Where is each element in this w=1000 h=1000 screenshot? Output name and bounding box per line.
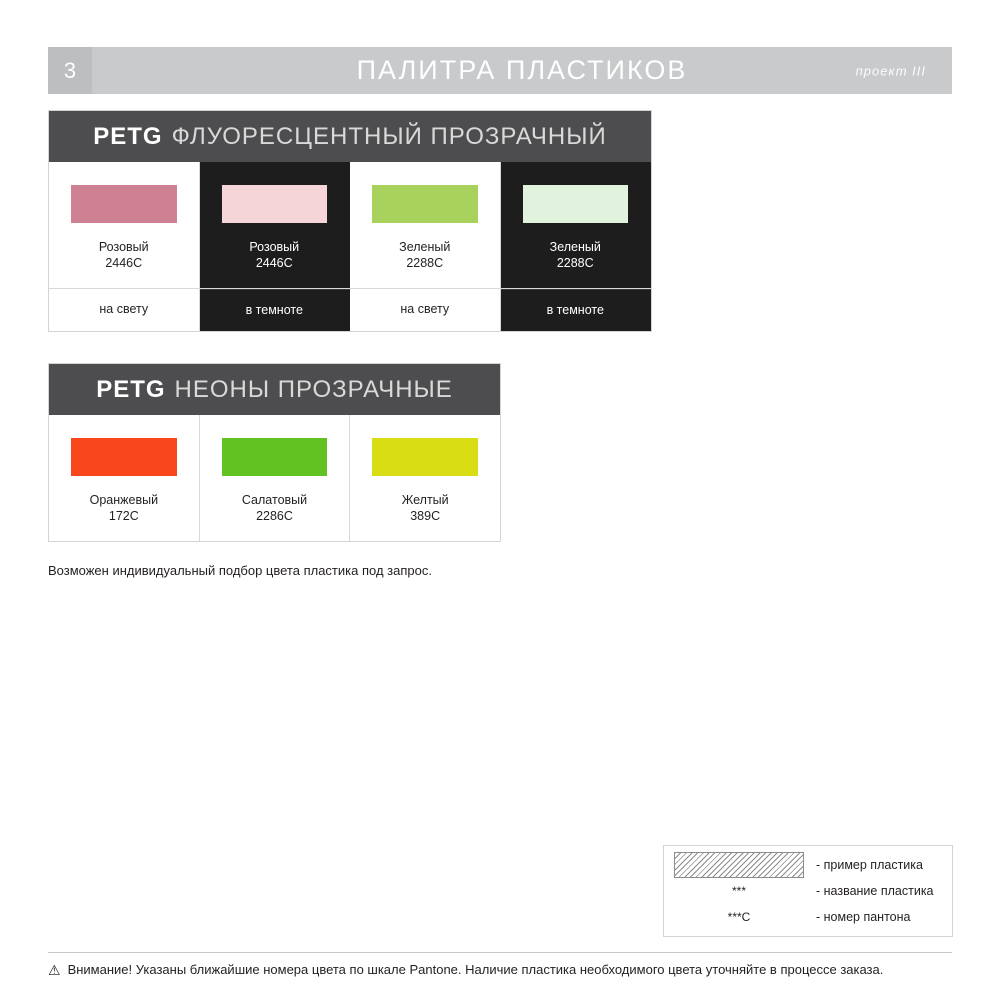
state-cell: на свету (49, 289, 200, 331)
swatch-wrap (49, 162, 199, 223)
palette-table-fluorescent (48, 110, 652, 332)
swatch-name: Зеленый (399, 240, 451, 254)
swatch-cell (49, 415, 200, 541)
swatch-code: 172C (108, 509, 139, 523)
palette-table-neon (48, 363, 501, 542)
color-swatch (523, 185, 629, 223)
state-cell: в темноте (200, 289, 351, 331)
swatch-label (200, 476, 350, 541)
footer-warning (48, 952, 952, 977)
swatch-cell (200, 162, 351, 288)
color-swatch (222, 185, 328, 223)
legend-value: - пример пластика (816, 858, 923, 872)
legend-value: - номер пантона (816, 910, 911, 924)
swatch-code: 2288C (556, 256, 594, 270)
footer-text: Внимание! Указаны ближайшие номера цвета по шкале Pantone. Наличие пластика необходимого цвета уточняйте в процессе заказа. (67, 962, 884, 977)
color-swatch (372, 185, 478, 223)
swatch-label (49, 476, 199, 541)
legend-row (664, 904, 952, 930)
color-swatch (71, 438, 177, 476)
color-swatch (71, 185, 177, 223)
swatch-label (49, 223, 199, 288)
swatch-row (49, 415, 500, 541)
swatch-name: Зеленый (549, 240, 601, 254)
swatch-label (350, 476, 500, 541)
header-title-bar (92, 47, 952, 94)
legend-value: - название пластика (816, 884, 934, 898)
color-swatch (222, 438, 328, 476)
legend-row (664, 878, 952, 904)
legend-key: *** (731, 884, 746, 898)
table-title-light: НЕОНЫ ПРОЗРАЧНЫЕ (174, 375, 453, 403)
swatch-code: 2288C (406, 256, 444, 270)
swatch-wrap (501, 162, 651, 223)
swatch-wrap (350, 162, 500, 223)
swatch-cell (200, 415, 351, 541)
color-swatch (372, 438, 478, 476)
plastic-sample-hatch-icon (674, 852, 804, 878)
swatch-label (350, 223, 500, 288)
table-title-bold: PETG (93, 122, 163, 150)
swatch-wrap (200, 415, 350, 476)
state-row (49, 288, 651, 331)
warning-icon: ⚠ (48, 961, 61, 978)
swatch-label (501, 223, 651, 288)
swatch-cell (350, 162, 501, 288)
swatch-name: Желтый (401, 493, 449, 507)
swatch-label (200, 223, 350, 288)
swatch-cell (350, 415, 500, 541)
swatch-cell (501, 162, 652, 288)
swatch-cell (49, 162, 200, 288)
swatch-code: 2446C (105, 256, 143, 270)
swatch-name: Розовый (249, 240, 300, 254)
swatch-wrap (350, 415, 500, 476)
custom-color-note: Возможен индивидуальный подбор цвета пластика под запрос. (48, 563, 432, 578)
swatch-code: 2286C (256, 509, 293, 523)
table-header-fluorescent (49, 111, 651, 162)
table-header-neon (49, 364, 500, 415)
legend-box (663, 845, 953, 937)
swatch-code: 2446C (255, 256, 293, 270)
swatch-wrap (49, 415, 199, 476)
swatch-name: Оранжевый (89, 493, 159, 507)
table-title-bold: PETG (96, 375, 166, 403)
swatch-row (49, 162, 651, 288)
table-title-light: ФЛУОРЕСЦЕНТНЫЙ ПРОЗРАЧНЫЙ (171, 122, 607, 150)
legend-row (664, 852, 952, 878)
state-cell: на свету (350, 289, 501, 331)
swatch-name: Салатовый (241, 493, 308, 507)
page-number: 3 (48, 47, 92, 94)
page-title: ПАЛИТРА ПЛАСТИКОВ (356, 55, 688, 85)
swatch-code: 389C (410, 509, 441, 523)
legend-key: ***C (727, 910, 751, 924)
page-header (48, 47, 952, 94)
swatch-wrap (200, 162, 350, 223)
brand-logo: проект III (855, 63, 926, 78)
state-cell: в темноте (501, 289, 652, 331)
swatch-name: Розовый (98, 240, 149, 254)
